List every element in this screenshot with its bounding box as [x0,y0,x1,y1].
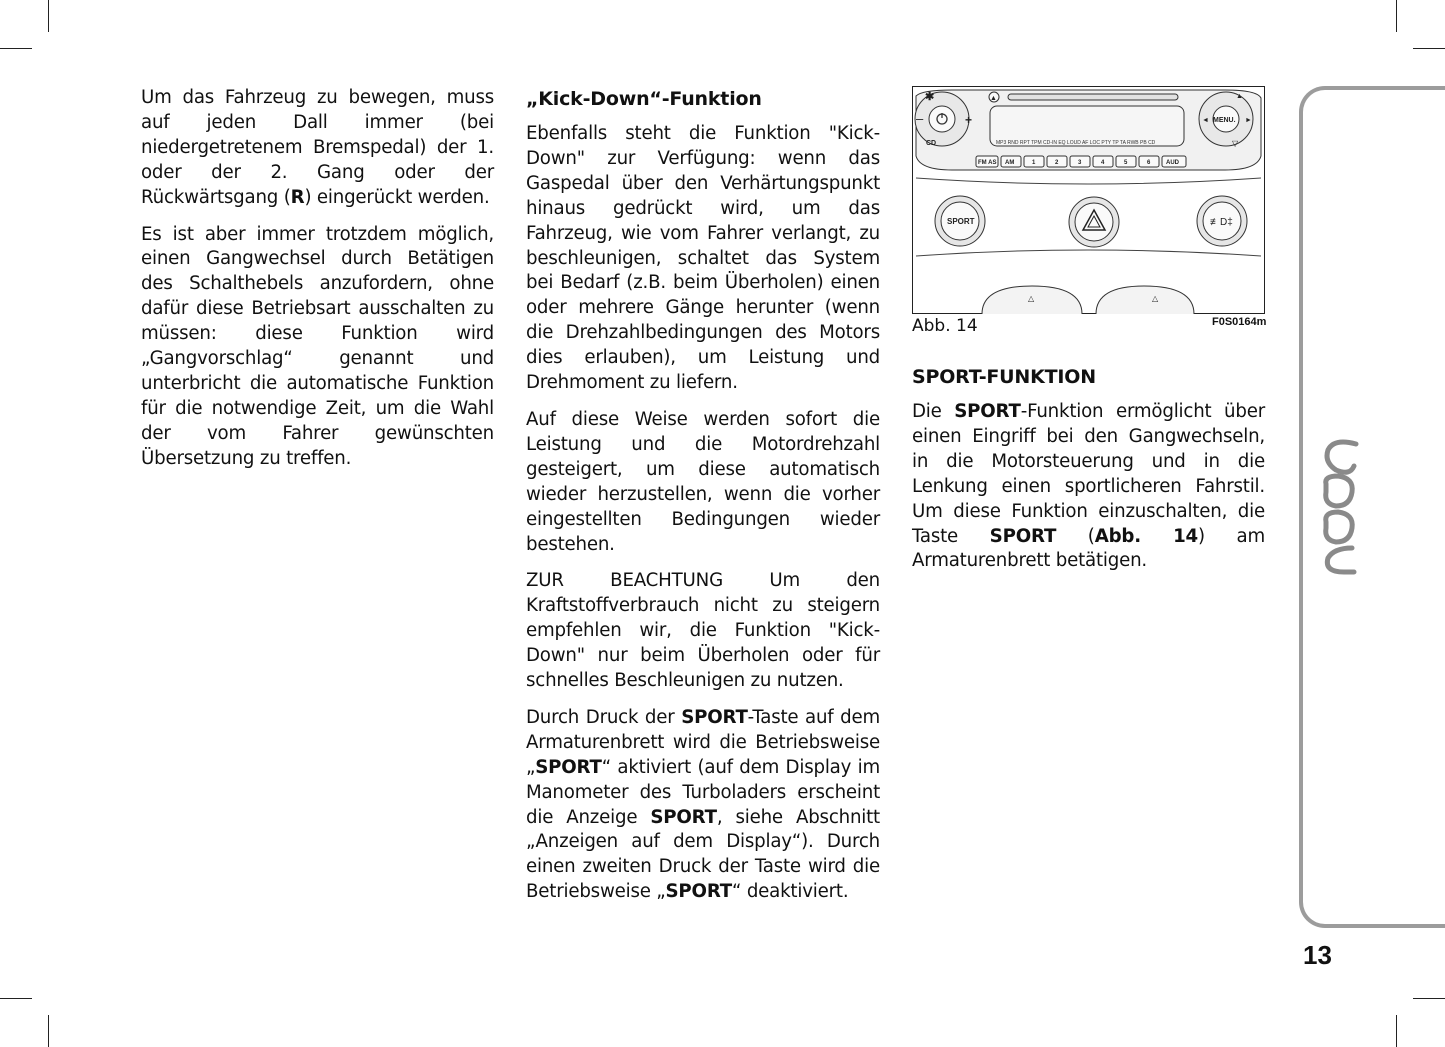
crop-mark [1413,998,1445,999]
column-middle [526,86,880,917]
paragraph [141,86,494,211]
section-heading: SPORT-FUNKTION [912,366,1096,388]
svg-text:△: △ [1028,294,1035,303]
svg-text:▽: ▽ [1232,139,1239,148]
dashboard-illustration [912,86,1265,314]
paragraph [912,400,1265,574]
bold-text: Abb. 14 [1094,525,1198,547]
text: ( [1056,525,1095,547]
bold-text: SPORT [954,401,1021,422]
text: , siehe Abschnitt „Anzeigen auf dem Display“). Durch einen zweiten Druck der Taste wird die Betriebsweise „ [526,806,880,903]
preset-6-label: 6 [1147,160,1151,166]
svg-text:◄: ◄ [1202,117,1209,124]
text: ) am Armaturenbrett betätigen. [912,525,1265,572]
figure-dashboard [912,86,1265,314]
menu-label: MENU. [1213,117,1236,124]
crop-mark [1413,48,1445,49]
bold-text: SPORT [989,525,1057,547]
bold-text: SPORT [535,756,602,778]
svg-text:≢D‡: ≢D‡ [1210,217,1233,228]
crop-mark [1396,0,1397,32]
text: Um das Fahrzeug zu bewegen, muss auf jeden Dall immer (bei niedergetretenem Bremspedal) der 1. oder der 2. Gang oder der Rückwärtsgang ( [141,87,494,208]
svg-text:✱: ✱ [925,91,935,103]
figure-code: F0S0164m [1212,316,1267,328]
text: Durch Druck der [526,706,682,728]
preset-aud-label: AUD [1166,160,1179,166]
text: “ aktiviert (auf dem Display im Manometer des Turboladers erscheint die Anzeige [526,756,880,828]
text: -Taste auf dem Armaturenbrett wird die Betriebsweise „ [526,706,880,778]
paragraph: Auf diese Weise werden sofort die Leistung und die Motordrehzahl gesteigert, um diese automatisch wieder herzustellen, wenn die vorher eingestellten Bedingungen wieder bestehen. [526,408,880,555]
radio-display-text: MP3 RND RPT TPM CD-IN EQ LOUD AF LOC PTY TP TA RWB PB CD [996,140,1156,146]
section-heading: „Kick-Down“-Funktion [526,88,762,110]
svg-text:–: – [916,111,924,126]
paragraph: Ebenfalls steht die Funktion "Kick-Down" zur Verfügung: wenn das Gaspedal über den Verhärtungspunkt hinaus gedrückt wird, um das Fahrzeug, wie vom Fahrer verlangt, zu beschleunigen, schaltet das System bei Bedarf (z.B. beim Überholen) einen oder mehrere Gänge herunter (wenn die Drehzahlbedingungen des Motors dies erlauben), um Leistung und Drehmoment zu liefern. [526,123,880,394]
preset-am-label: AM [1005,160,1015,166]
crop-mark [0,998,32,999]
preset-5-label: 5 [1124,160,1128,166]
crop-mark [48,0,49,32]
logo-500-icon [1314,436,1364,578]
bold-text: SPORT [665,881,733,903]
preset-1-label: 1 [1032,160,1036,166]
column-right [912,364,1265,586]
page-number: 13 [1303,940,1332,970]
crop-mark [1396,1015,1397,1047]
paragraph: Es ist aber immer trotzdem möglich, einen Gangwechsel durch Betätigen des Schalthebels anzufordern, ohne dafür diese Betriebsart ausschalten zu müssen: diese Funktion wird „Gangvorschlag“ genannt und unterbricht die automatische Funktion für die notwendige Zeit, um die Wahl der vom Fahrer gewünschten Übersetzung zu treffen. [141,223,494,469]
sport-button-label: SPORT [947,217,975,226]
crop-mark [0,48,32,49]
column-left [141,86,494,484]
preset-3-label: 3 [1078,160,1082,166]
paragraph: ZUR BEACHTUNG Um den Kraftstoffverbrauch nicht zu steigern empfehlen wir, die Funktion "Kick-Down" nur beim Überholen oder für schnelles Beschleunigen zu nutzen. [526,570,880,692]
preset-4-label: 4 [1101,160,1105,166]
svg-text:▲: ▲ [990,95,997,102]
svg-text:▲: ▲ [1236,93,1243,100]
text: -Funktion ermöglicht über einen Eingriff bei den Gangwechseln, in die Motorsteuerung und in die Lenkung einen sportlicheren Fahrstil. Um diese Funktion einzuschalten, die Taste [912,401,1265,547]
svg-text:△: △ [1152,294,1159,303]
paragraph [526,706,880,905]
bold-text: R [290,186,305,208]
svg-text:+: + [965,113,973,127]
bold-text: SPORT [650,806,717,828]
figure-caption: Abb. 14 [912,316,978,336]
svg-text:►: ► [1245,117,1252,124]
text: “ deaktiviert. [732,881,849,903]
bold-text: SPORT [681,706,748,728]
crop-mark [48,1015,49,1047]
text: ) eingerückt werden. [304,186,490,208]
cd-label: CD [926,140,937,147]
text: Die [912,401,955,422]
preset-2-label: 2 [1055,160,1059,166]
preset-fm-label: FM AS [978,160,997,166]
